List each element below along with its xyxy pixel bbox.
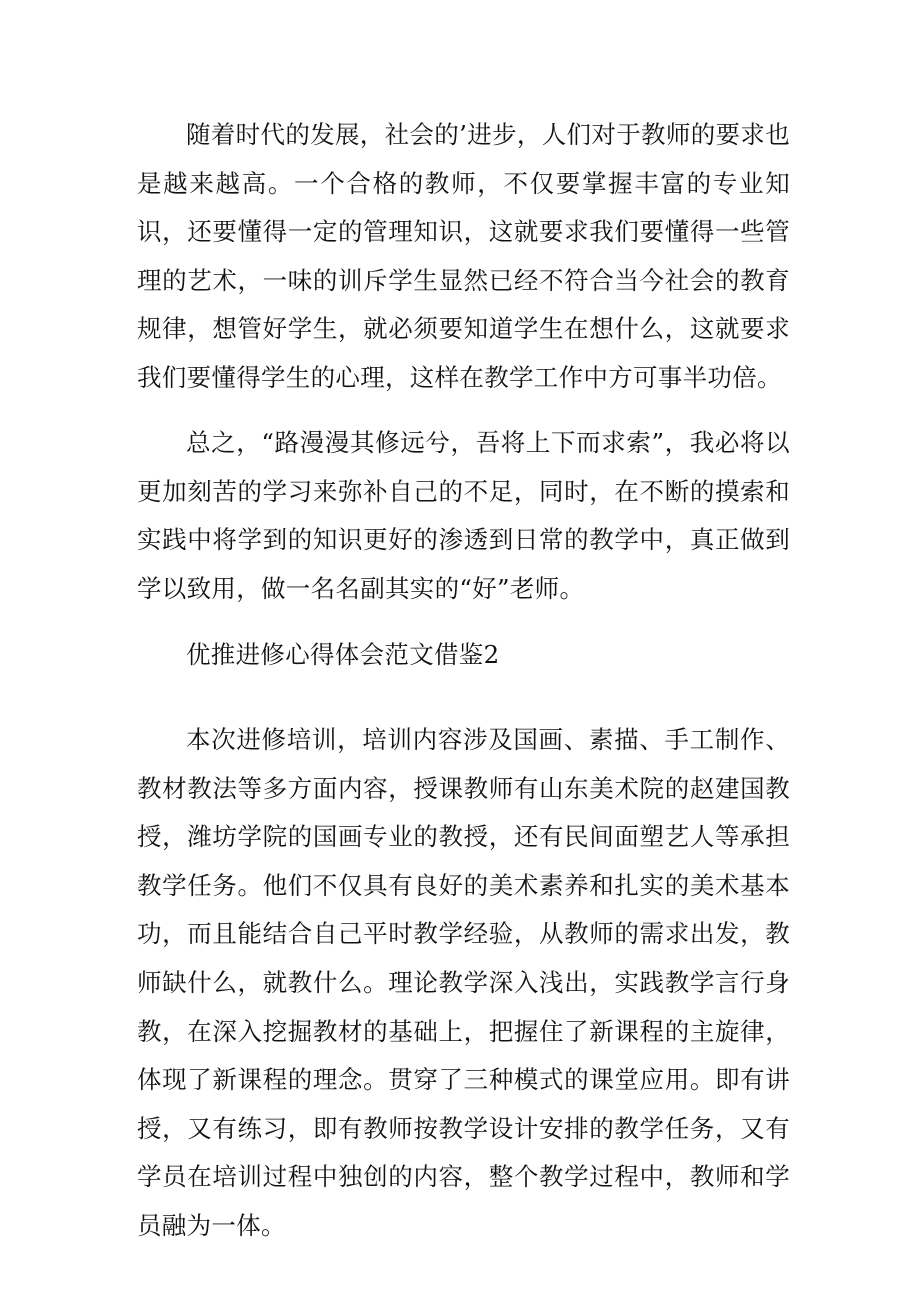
- paragraph-2: 总之，“路漫漫其修远兮，吾将上下而求索”，我必将以更加刻苦的学习来弥补自己的不足，同时，在不断的摸索和实践中将学到的知识更好的渗透到日常的教学中，真正做到学以致用，做一名名副其实的“好”老师。: [137, 428, 790, 603]
- paragraph-1: 随着时代的发展，社会的’进步，人们对于教师的要求也是越来越高。一个合格的教师，不仅要掌握丰富的专业知识，还要懂得一定的管理知识，这就要求我们要懂得一些管理的艺术，一味的训斥学生显然已经不符合当今社会的教育规律，想管好学生，就必须要知道学生在想什么，这就要求我们要懂得学生的心理，这样在教学工作中方可事半功倍。: [137, 120, 790, 392]
- section-heading: 优推进修心得体会范文借鉴2: [186, 640, 500, 669]
- paragraph-3: 本次进修培训，培训内容涉及国画、素描、手工制作、教材教法等多方面内容，授课教师有山东美术院的赵建国教授，潍坊学院的国画专业的教授，还有民间面塑艺人等承担教学任务。他们不仅具有良好的美术素养和扎实的美术基本功，而且能结合自己平时教学经验，从教师的需求出发，教师缺什么，就教什么。理论教学深入浅出，实践教学言行身教，在深入挖掘教材的基础上，把握住了新课程的主旋律，体现了新课程的理念。贯穿了三种模式的课堂应用。即有讲授，又有练习，即有教师按教学设计安排的教学任务，又有学员在培训过程中独创的内容，整个教学过程中，教师和学员融为一体。: [137, 725, 790, 1240]
